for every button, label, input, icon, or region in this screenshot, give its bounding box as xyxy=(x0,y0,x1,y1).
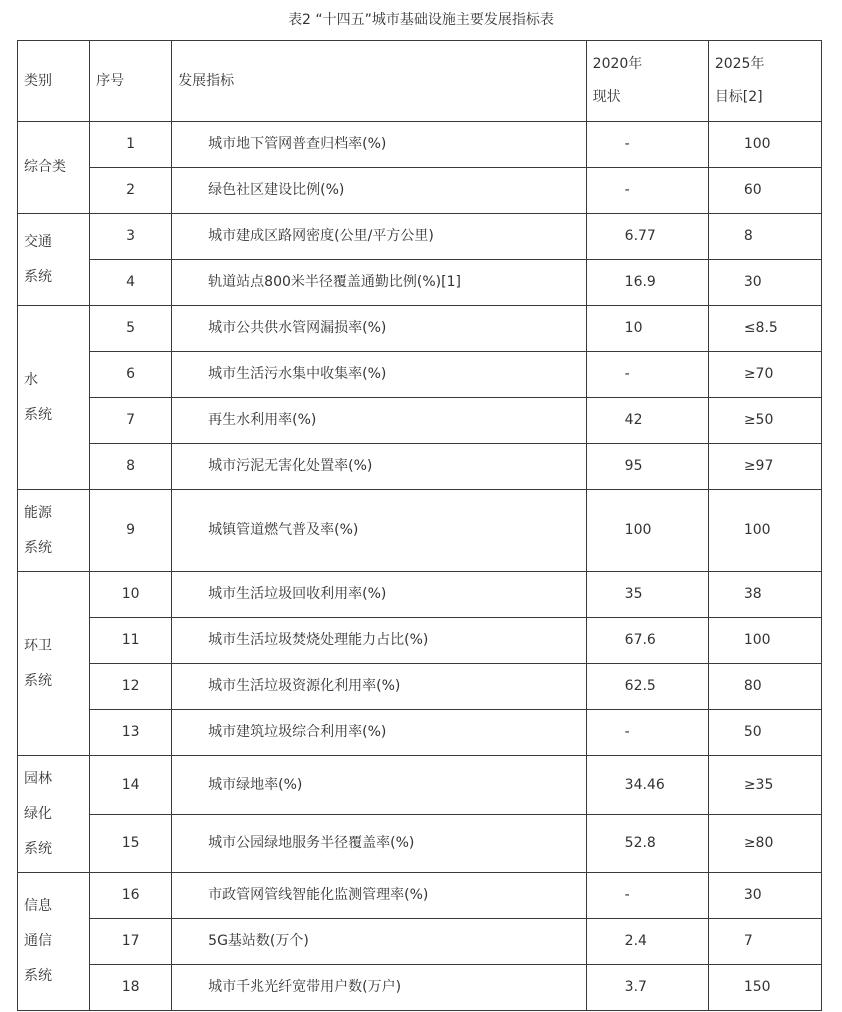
row-2025-target: 80 xyxy=(708,664,821,710)
row-indicator: 轨道站点800米半径覆盖通勤比例(%)[1] xyxy=(172,260,587,306)
row-2020-value: 35 xyxy=(586,572,708,618)
table-row xyxy=(18,214,822,260)
row-indicator: 城市生活垃圾回收利用率(%) xyxy=(172,572,587,618)
row-number: 13 xyxy=(90,710,172,756)
row-number: 9 xyxy=(90,490,172,572)
category-label: 交通 xyxy=(24,233,52,250)
row-2020-value: 2.4 xyxy=(586,919,708,965)
row-2025-target: 100 xyxy=(708,618,821,664)
category-cell xyxy=(18,873,90,1011)
row-2020-value: 3.7 xyxy=(586,965,708,1011)
table-row xyxy=(18,398,822,444)
category-label: 通信 xyxy=(24,933,52,949)
row-number: 11 xyxy=(90,618,172,664)
table-row xyxy=(18,756,822,815)
row-indicator: 城市建成区路网密度(公里/平方公里) xyxy=(172,214,587,260)
row-number: 8 xyxy=(90,444,172,490)
row-2020-value: - xyxy=(586,873,708,919)
row-indicator: 城市生活垃圾焚烧处理能力占比(%) xyxy=(172,618,587,664)
row-2020-value: - xyxy=(586,122,708,168)
header-indicator: 发展指标 xyxy=(172,41,587,122)
table-row xyxy=(18,122,822,168)
row-indicator: 城市千兆光纤宽带用户数(万户) xyxy=(172,965,587,1011)
header-2025-label: 目标[2] xyxy=(714,89,763,105)
category-cell xyxy=(18,490,90,572)
row-2020-value: - xyxy=(586,352,708,398)
row-2020-value: 16.9 xyxy=(586,260,708,306)
row-2025-target: ≥97 xyxy=(708,444,821,490)
table-row xyxy=(18,965,822,1011)
row-indicator: 市政管网管线智能化监测管理率(%) xyxy=(172,873,587,919)
row-indicator: 城市生活污水集中收集率(%) xyxy=(172,352,587,398)
category-label: 信息 xyxy=(24,898,52,914)
table-row xyxy=(18,168,822,214)
table-row xyxy=(18,572,822,618)
table-caption: 表2 “十四五”城市基础设施主要发展指标表 xyxy=(288,12,554,28)
row-2025-target: ≥80 xyxy=(708,815,821,873)
category-label: 系统 xyxy=(24,406,52,423)
row-2020-value: 34.46 xyxy=(586,756,708,815)
row-2025-target: 7 xyxy=(708,919,821,965)
row-2020-value: 52.8 xyxy=(586,815,708,873)
header-category: 类别 xyxy=(18,41,90,122)
row-indicator: 5G基站数(万个) xyxy=(172,919,587,965)
row-indicator: 城市生活垃圾资源化利用率(%) xyxy=(172,664,587,710)
row-2025-target: 30 xyxy=(708,873,821,919)
row-2025-target: 100 xyxy=(708,122,821,168)
row-indicator: 城市污泥无害化处置率(%) xyxy=(172,444,587,490)
row-2020-value: - xyxy=(586,168,708,214)
table-row xyxy=(18,618,822,664)
row-number: 15 xyxy=(90,815,172,873)
table-row xyxy=(18,710,822,756)
category-label: 环卫 xyxy=(24,637,52,654)
row-2025-target: ≥35 xyxy=(708,756,821,815)
row-2025-target: 150 xyxy=(708,965,821,1011)
table-row xyxy=(18,444,822,490)
row-2025-target: 30 xyxy=(708,260,821,306)
category-cell xyxy=(18,756,90,873)
row-number: 3 xyxy=(90,214,172,260)
header-2020-year: 2020年 xyxy=(592,56,643,72)
header-2025-year: 2025年 xyxy=(714,56,765,72)
category-label: 系统 xyxy=(24,840,52,857)
row-indicator: 城市地下管网普查归档率(%) xyxy=(172,122,587,168)
row-2020-value: 100 xyxy=(586,490,708,572)
category-cell xyxy=(18,122,90,214)
category-label: 综合类 xyxy=(24,159,66,175)
row-number: 4 xyxy=(90,260,172,306)
row-indicator: 城市绿地率(%) xyxy=(172,756,587,815)
category-label: 绿化 xyxy=(24,805,52,822)
table-row xyxy=(18,306,822,352)
row-2020-value: 6.77 xyxy=(586,214,708,260)
row-2025-target: 50 xyxy=(708,710,821,756)
row-2025-target: 8 xyxy=(708,214,821,260)
row-number: 10 xyxy=(90,572,172,618)
indicators-table xyxy=(17,40,822,1011)
row-2025-target: 38 xyxy=(708,572,821,618)
category-label: 能源 xyxy=(24,504,52,521)
header-2025 xyxy=(708,41,821,122)
table-row xyxy=(18,664,822,710)
table-row xyxy=(18,873,822,919)
row-indicator: 城市公园绿地服务半径覆盖率(%) xyxy=(172,815,587,873)
row-number: 1 xyxy=(90,122,172,168)
row-2020-value: 10 xyxy=(586,306,708,352)
category-label: 系统 xyxy=(24,539,52,556)
category-label: 园林 xyxy=(24,770,52,787)
row-number: 7 xyxy=(90,398,172,444)
row-indicator: 绿色社区建设比例(%) xyxy=(172,168,587,214)
row-indicator: 再生水利用率(%) xyxy=(172,398,587,444)
category-cell xyxy=(18,306,90,490)
row-2020-value: - xyxy=(586,710,708,756)
row-number: 12 xyxy=(90,664,172,710)
row-number: 6 xyxy=(90,352,172,398)
table-row xyxy=(18,490,822,572)
header-2020-label: 现状 xyxy=(592,89,621,105)
row-number: 16 xyxy=(90,873,172,919)
table-row xyxy=(18,260,822,306)
row-number: 14 xyxy=(90,756,172,815)
table-row xyxy=(18,815,822,873)
row-number: 17 xyxy=(90,919,172,965)
table-row xyxy=(18,919,822,965)
row-2020-value: 42 xyxy=(586,398,708,444)
row-number: 5 xyxy=(90,306,172,352)
header-2020 xyxy=(586,41,708,122)
row-2020-value: 62.5 xyxy=(586,664,708,710)
row-2025-target: ≥70 xyxy=(708,352,821,398)
row-indicator: 城镇管道燃气普及率(%) xyxy=(172,490,587,572)
table-row xyxy=(18,352,822,398)
category-label: 水 xyxy=(24,371,38,388)
category-cell xyxy=(18,572,90,756)
row-2020-value: 67.6 xyxy=(586,618,708,664)
category-cell xyxy=(18,214,90,306)
row-2020-value: 95 xyxy=(586,444,708,490)
category-label: 系统 xyxy=(24,672,52,689)
row-2025-target: 100 xyxy=(708,490,821,572)
header-number: 序号 xyxy=(90,41,172,122)
header-row xyxy=(18,41,822,122)
row-indicator: 城市建筑垃圾综合利用率(%) xyxy=(172,710,587,756)
row-2025-target: 60 xyxy=(708,168,821,214)
row-number: 18 xyxy=(90,965,172,1011)
category-label: 系统 xyxy=(24,968,52,984)
row-indicator: 城市公共供水管网漏损率(%) xyxy=(172,306,587,352)
row-number: 2 xyxy=(90,168,172,214)
row-2025-target: ≥50 xyxy=(708,398,821,444)
category-label: 系统 xyxy=(24,268,52,285)
row-2025-target: ≤8.5 xyxy=(708,306,821,352)
